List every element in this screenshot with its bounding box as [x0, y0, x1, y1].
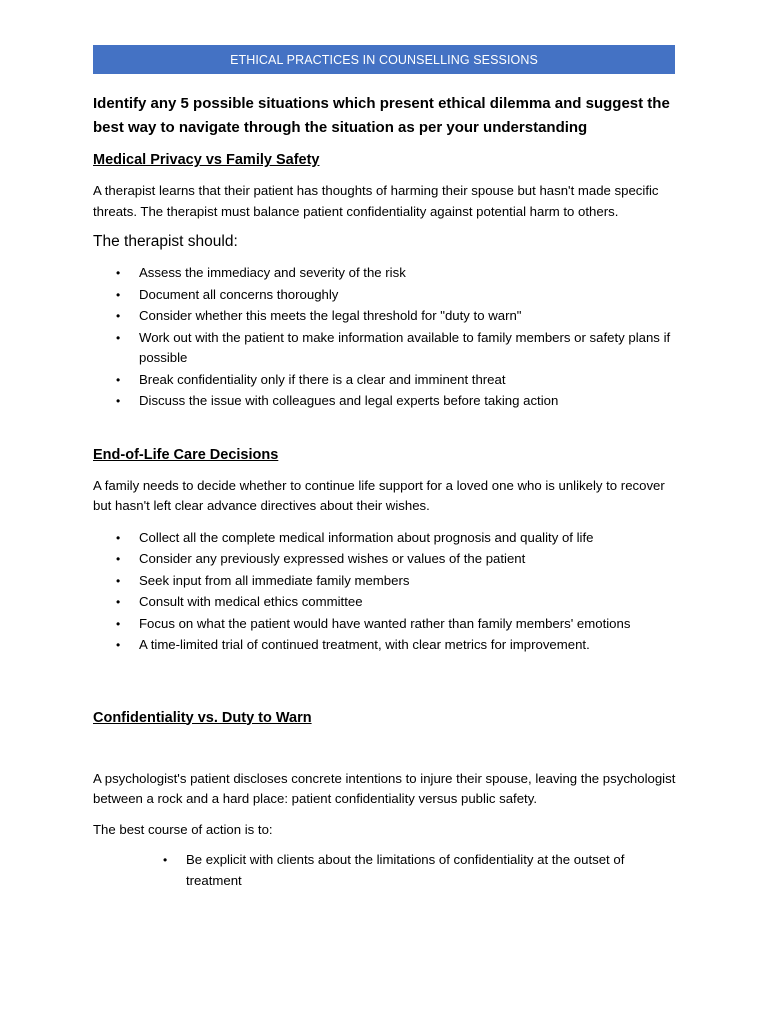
document-banner — [93, 45, 675, 74]
list-item: • Work out with the patient to make information available to family members or safety plans if possible — [116, 329, 671, 365]
bullet-icon: • — [116, 309, 121, 323]
bullet-icon: • — [116, 638, 121, 652]
banner-title: ETHICAL PRACTICES IN COUNSELLING SESSIONS — [230, 52, 538, 67]
bullet-icon: • — [116, 573, 121, 588]
list-item: • Consider any previously expressed wishes or values of the patient — [93, 549, 678, 570]
bullet-list-end-of-life — [93, 528, 678, 656]
question-text: Identify any 5 possible situations which present ethical dilemma and suggest the best way to navigate through the situation as per your understanding — [93, 95, 670, 136]
bullet-icon: • — [116, 530, 121, 545]
bullet-icon: • — [116, 266, 121, 280]
section-lead-therapist-should: The therapist should: — [93, 233, 238, 250]
list-item: • Assess the immediacy and severity of the risk — [93, 263, 678, 284]
list-item: • Collect all the complete medical information about prognosis and quality of life — [93, 528, 678, 549]
list-item: • Break confidentiality only if there is a clear and imminent threat — [93, 370, 678, 391]
list-item: • Be explicit with clients about the limitations of confidentiality at the outset of treatment — [163, 852, 625, 888]
bullet-icon: • — [116, 595, 121, 609]
bullet-icon: • — [163, 853, 168, 867]
list-item: • A time-limited trial of continued treatment, with clear metrics for improvement. — [93, 635, 678, 656]
list-item: • Document all concerns thoroughly — [93, 285, 678, 306]
bullet-list-duty-to-warn — [93, 850, 678, 891]
bullet-icon: • — [116, 330, 121, 345]
list-item: • Seek input from all immediate family members — [93, 571, 678, 592]
section-heading-medical-privacy: Medical Privacy vs Family Safety — [93, 152, 320, 168]
section-heading-end-of-life: End-of-Life Care Decisions — [93, 446, 279, 463]
document-body — [93, 92, 678, 892]
section-paragraph-duty-to-warn: A psychologist's patient discloses concrete intentions to injure their spouse, leaving the psychologist between a rock and a hard place: patient confidentiality versus public safety. — [93, 770, 676, 806]
list-item: • Discuss the issue with colleagues and legal experts before taking action — [93, 391, 678, 412]
bullet-icon: • — [116, 394, 121, 408]
bullet-icon: • — [116, 552, 121, 566]
section-paragraph-medical-privacy: A therapist learns that their patient has thoughts of harming their spouse but hasn't made specific threats. The therapist must balance patient confidentiality against potential harm to others. — [93, 183, 659, 219]
section-heading-duty-to-warn: Confidentiality vs. Duty to Warn — [93, 709, 312, 726]
section-paragraph-end-of-life: A family needs to decide whether to continue life support for a loved one who is unlikely to recover but hasn't left clear advance directives about their wishes. — [93, 477, 665, 513]
bullet-icon: • — [116, 616, 121, 631]
bullet-icon: • — [116, 287, 121, 302]
section-lead-best-course: The best course of action is to: — [93, 821, 273, 837]
bullet-list-medical-privacy — [93, 263, 678, 412]
list-item: • Focus on what the patient would have wanted rather than family members' emotions — [93, 614, 678, 635]
list-item: • Consult with medical ethics committee — [93, 592, 678, 613]
list-item: • Consider whether this meets the legal threshold for "duty to warn" — [93, 306, 678, 327]
bullet-icon: • — [116, 372, 121, 387]
